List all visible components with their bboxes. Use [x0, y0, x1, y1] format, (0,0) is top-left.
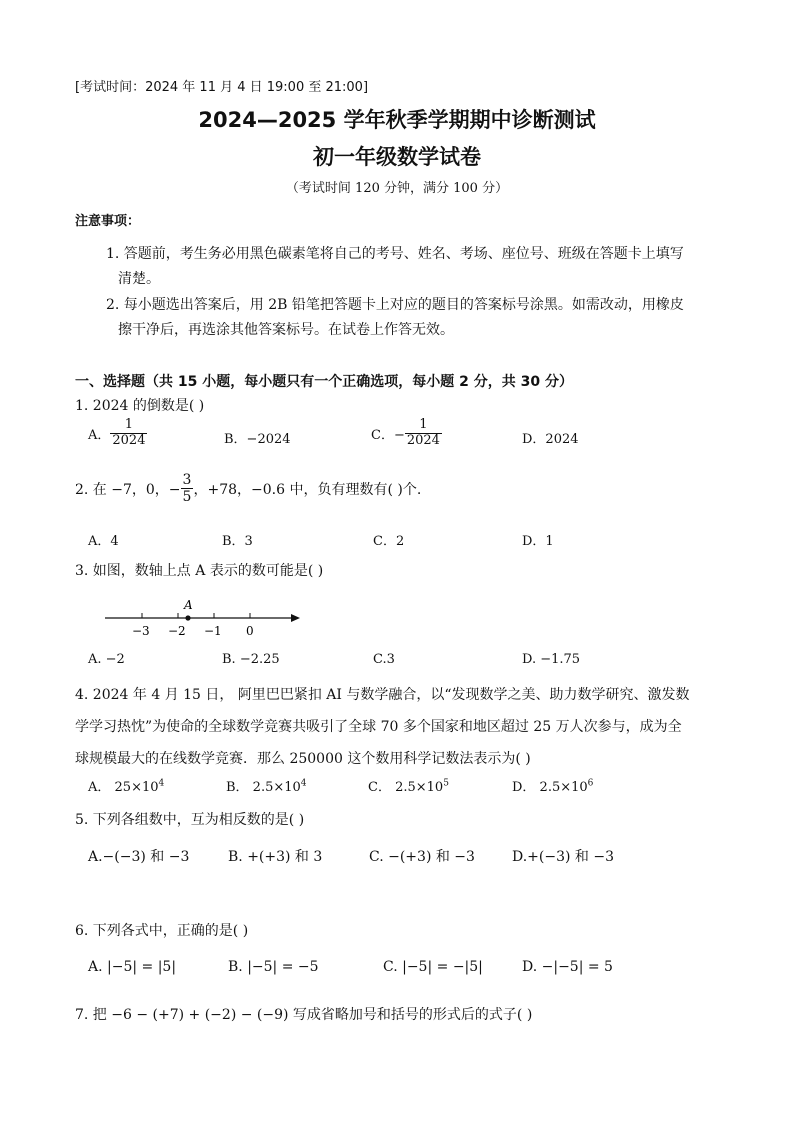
point-a-dot — [185, 615, 190, 620]
exam-duration: （考试时间 120 分钟，满分 100 分） — [285, 181, 509, 196]
q1-option-a: A． $\frac{1}{2024}$ — [88, 417, 146, 448]
q2-option-b: B．3 — [222, 534, 253, 549]
section-heading: 一、选择题（共 15 小题，每小题只有一个正确选项，每小题 2 分，共 30 分） — [75, 374, 573, 390]
q1-option-d: D．2024 — [522, 432, 579, 447]
tick-label: −1 — [204, 624, 222, 638]
q6-option-d: D. −|−5| = 5 — [522, 959, 613, 975]
q3-option-c: C.3 — [373, 652, 395, 667]
q2-option-a: A．4 — [88, 534, 119, 549]
notes-heading: 注意事项： — [75, 214, 141, 229]
question-1-stem: 1. 2024 的倒数是( ) — [75, 398, 205, 414]
q2-option-c: C．2 — [373, 534, 405, 549]
q6-option-c: C. |−5| = −|5| — [383, 959, 483, 975]
question-4-line-1: 4. 2024 年 4 月 15 日， 阿里巴巴紧扣 AI 与数学融合，以“发现数学之美、助力数学研究、激发数 — [75, 687, 690, 703]
question-5-stem: 5. 下列各组数中，互为相反数的是( ) — [75, 812, 305, 828]
q5-option-b: B. +(+3) 和 3 — [228, 849, 323, 865]
tick-label: −3 — [132, 624, 150, 638]
question-4-line-3: 球规模最大的在线数学竞赛．那么 250000 这个数用科学记数法表示为( ) — [75, 751, 531, 767]
notes-item-1: 1. 答题前，考生务必用黑色碳素笔将自己的考号、姓名、考场、座位号、班级在答题卡上填写 — [106, 246, 684, 262]
q6-option-b: B. |−5| = −5 — [228, 959, 319, 975]
q4-option-c: C． $2.5\times 10^5$ — [368, 778, 449, 795]
q4-option-b: B． $2.5\times 10^4$ — [226, 778, 307, 795]
question-4-line-2: 学学习热忱”为使命的全球数学竞赛共吸引了全球 70 多个国家和地区超过 25 万人次参与，成为全 — [75, 719, 682, 735]
q3-option-a: A. −2 — [88, 652, 125, 667]
question-6-stem: 6. 下列各式中，正确的是( ) — [75, 923, 249, 939]
notes-item-2-cont: 擦干净后，再选涂其他答案标号。在试卷上作答无效。 — [118, 322, 454, 338]
tick-label: −2 — [168, 624, 186, 638]
number-line-arrow — [291, 614, 300, 622]
q1-option-c: C．− $\frac{1}{2024}$ — [371, 417, 440, 448]
notes-item-1-cont: 清楚。 — [118, 271, 160, 287]
q5-option-c: C. −(+3) 和 −3 — [369, 849, 475, 865]
q5-option-a: A.−(−3) 和 −3 — [88, 849, 190, 865]
question-3-stem: 3. 如图，数轴上点 A 表示的数可能是( ) — [75, 563, 324, 579]
exam-time-line: [考试时间：2024 年 11 月 4 日 19:00 至 21:00] — [75, 80, 369, 95]
q6-option-a: A. |−5| = |5| — [88, 959, 177, 975]
q3-option-b: B. −2.25 — [222, 652, 280, 667]
number-line — [100, 594, 310, 640]
question-7-stem: 7. 把 −6 − (+7) + (−2) − (−9) 写成省略加号和括号的形式后的式子( ) — [75, 1007, 533, 1023]
q3-option-d: D. −1.75 — [522, 652, 581, 667]
q4-option-d: D． $2.5\times 10^6$ — [512, 778, 594, 795]
q4-option-a: A． $25\times 10^4$ — [88, 778, 165, 795]
exam-subtitle: 初一年级数学试卷 — [313, 145, 481, 169]
tick-label: 0 — [246, 624, 254, 638]
q1-option-b: B．−2024 — [224, 432, 291, 447]
notes-item-2: 2. 每小题选出答案后，用 2B 铅笔把答题卡上对应的题目的答案标号涂黑。如需改动，用橡皮 — [106, 297, 684, 313]
point-a-label: A — [184, 598, 193, 612]
question-2-stem: 2. 在 −7，0，− $\frac{3}{5}$ ，+78，−0.6 中，负有理数有( )个. — [75, 472, 422, 506]
q5-option-d: D.+(−3) 和 −3 — [512, 849, 615, 865]
q2-option-d: D．1 — [522, 534, 554, 549]
exam-title: 2024—2025 学年秋季学期期中诊断测试 — [198, 108, 596, 132]
